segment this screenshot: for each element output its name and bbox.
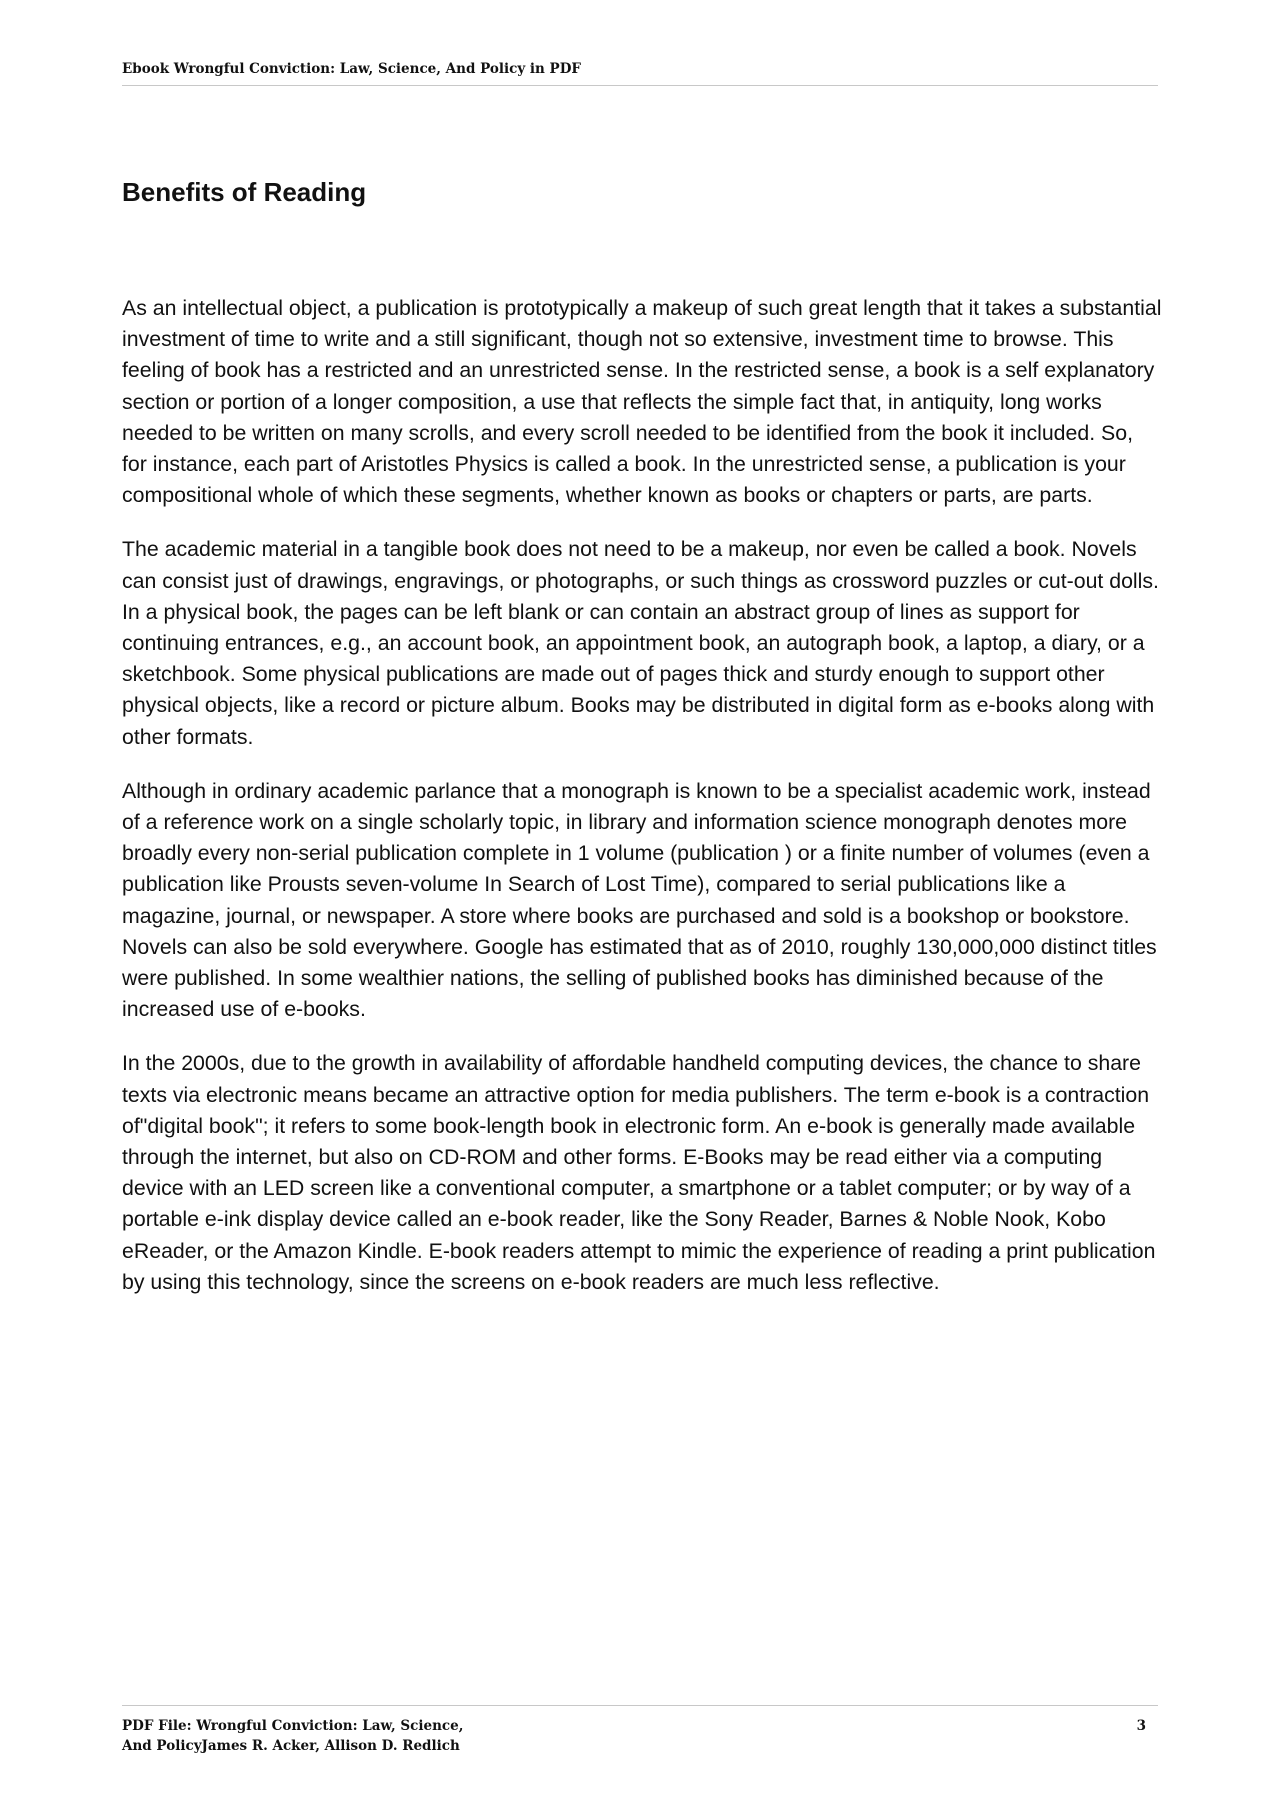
page-footer bbox=[122, 1705, 1158, 1756]
page-number: 3 bbox=[1136, 1718, 1146, 1734]
page-header bbox=[122, 60, 1158, 86]
body-text bbox=[122, 293, 1162, 1321]
paragraph-4: In the 2000s, due to the growth in availability of affordable handheld computing devices, the chance to share texts via electronic means became an attractive option for media publishers. The term e-book is a contraction of"digital book"; it refers to some book-length book in electronic form. An e-book is generally made available through the internet, but also on CD-ROM and other forms. E-Books may be read either via a computing device with an LED screen like a conventional computer, a smartphone or a tablet computer; or by way of a portable e-ink display device called an e-book reader, like the Sony Reader, Barnes & Noble Nook, Kobo eReader, or the Amazon Kindle. E-book readers attempt to mimic the experience of reading a print publication by using this technology, since the screens on e-book readers are much less reflective. bbox=[122, 1051, 1156, 1294]
section-title: Benefits of Reading bbox=[122, 177, 367, 207]
header-title: Ebook Wrongful Conviction: Law, Science, And Policy in PDF bbox=[122, 61, 581, 77]
footer-source-line-2: And PolicyJames R. Acker, Allison D. Redlich bbox=[122, 1738, 460, 1754]
paragraph-1: As an intellectual object, a publication is prototypically a makeup of such great length that it takes a substantial investment of time to write and a still significant, though not so extensive, investment time to browse. This feeling of book has a restricted and an unrestricted sense. In the restricted sense, a book is a self explanatory section or portion of a longer composition, a use that reflects the simple fact that, in antiquity, long works needed to be written on many scrolls, and every scroll needed to be identified from the book it included. So, for instance, each part of Aristotles Physics is called a book. In the unrestricted sense, a publication is your compositional whole of which these segments, whether known as books or chapters or parts, are parts. bbox=[122, 296, 1162, 508]
footer-source bbox=[122, 1716, 542, 1756]
paragraph-2: The academic material in a tangible book does not need to be a makeup, nor even be called a book. Novels can consist just of drawings, engravings, or photographs, or such things as crossword puzzles or cut-out dolls. In a physical book, the pages can be left blank or can contain an abstract group of lines as support for continuing entrances, e.g., an account book, an appointment book, an autograph book, a laptop, a diary, or a sketchbook. Some physical publications are made out of pages thick and sturdy enough to support other physical objects, like a record or picture album. Books may be distributed in digital form as e-books along with other formats. bbox=[122, 537, 1159, 749]
footer-source-line-1: PDF File: Wrongful Conviction: Law, Science, bbox=[122, 1718, 464, 1734]
paragraph-3: Although in ordinary academic parlance that a monograph is known to be a specialist academic work, instead of a reference work on a single scholarly topic, in library and information science monograph denotes more broadly every non-serial publication complete in 1 volume (publication ) or a finite number of volumes (even a publication like Prousts seven-volume In Search of Lost Time), compared to serial publications like a magazine, journal, or newspaper. A store where books are purchased and sold is a bookshop or bookstore. Novels can also be sold everywhere. Google has estimated that as of 2010, roughly 130,000,000 distinct titles were published. In some wealthier nations, the selling of published books has diminished because of the increased use of e-books. bbox=[122, 778, 1157, 1022]
